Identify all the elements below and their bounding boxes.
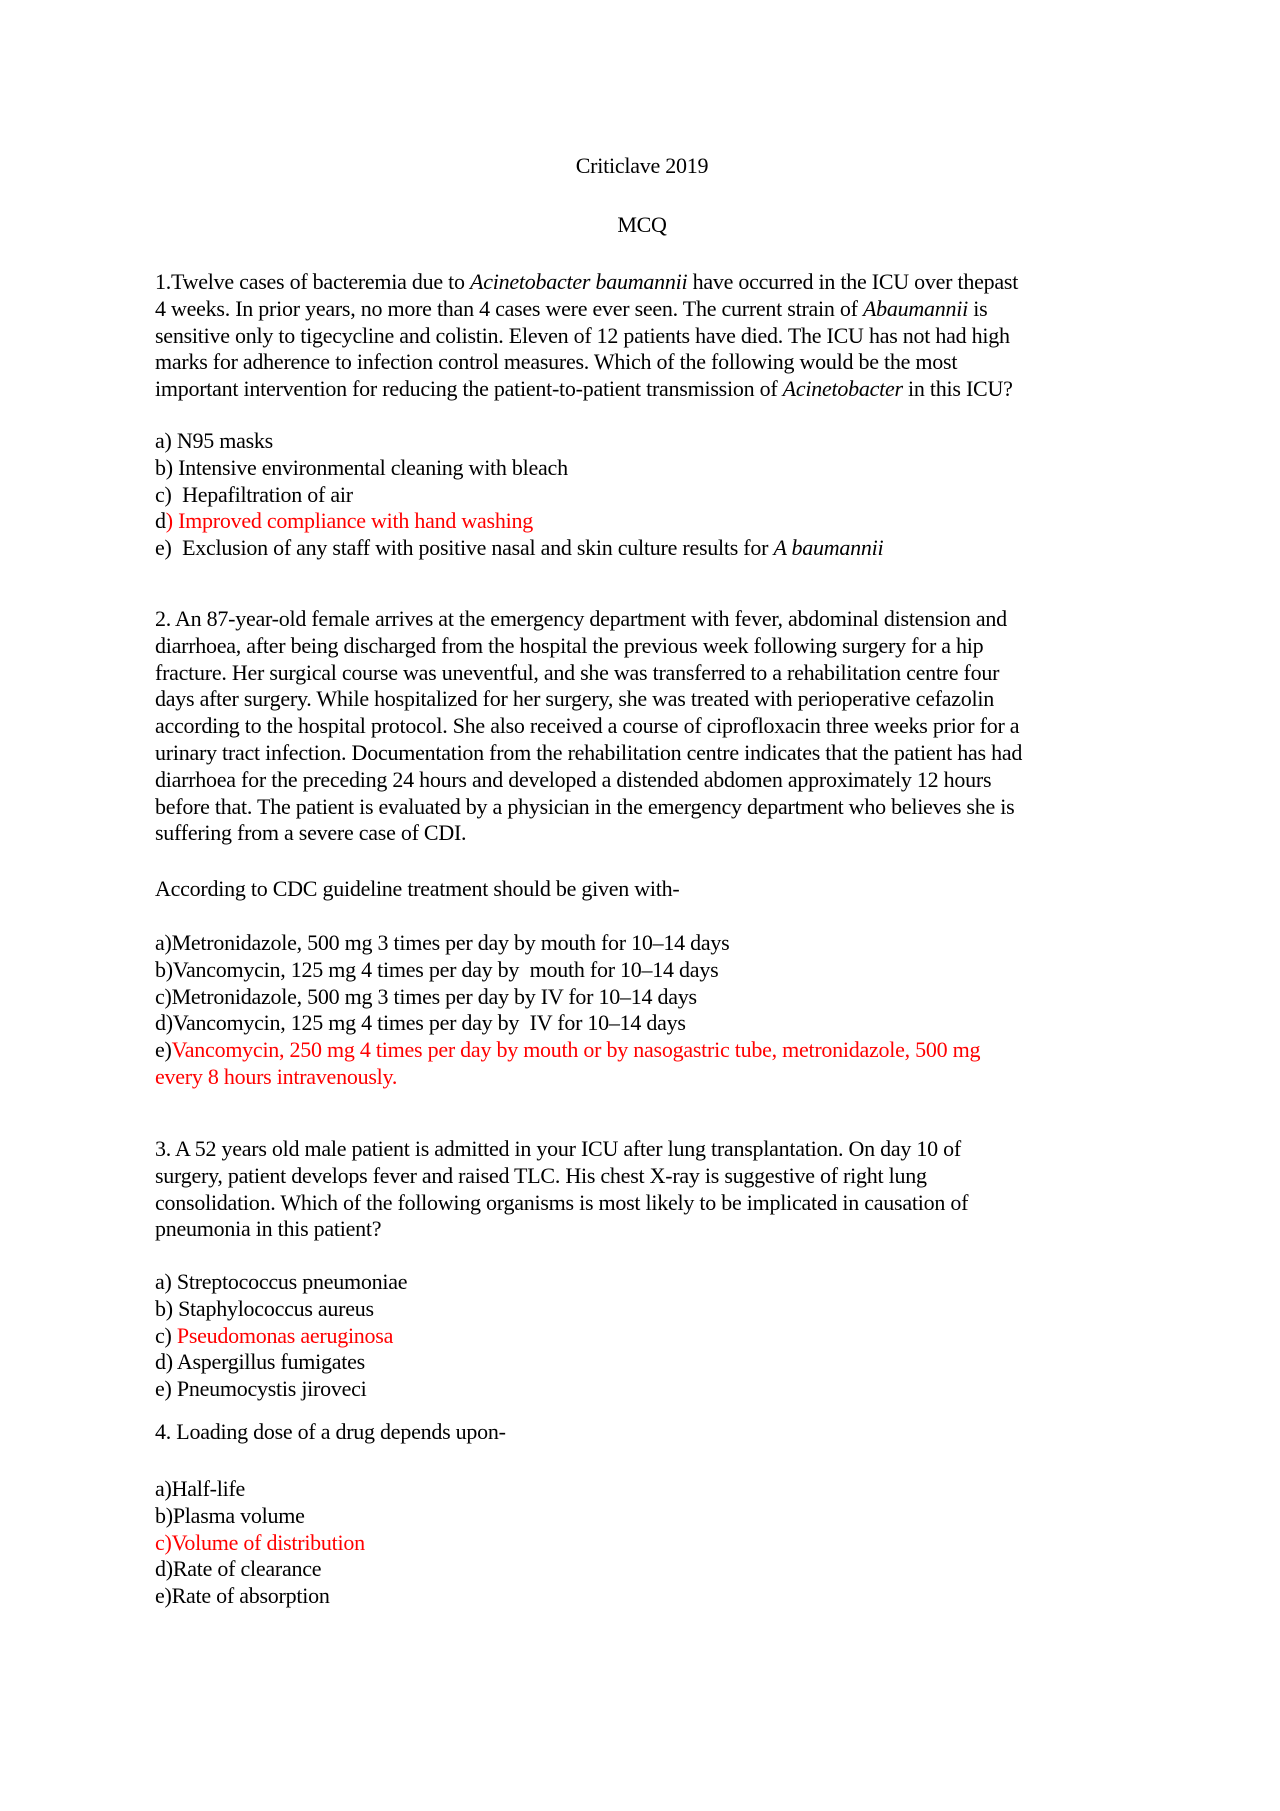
text-segment: a)Half-life <box>155 1476 246 1501</box>
question-text-line <box>155 606 1022 633</box>
answer-option <box>155 1556 365 1583</box>
document-subtitle: MCQ <box>617 212 667 237</box>
question-text-line <box>155 349 1018 376</box>
text-segment: b)Plasma volume <box>155 1502 305 1528</box>
text-segment: urinary tract infection. Documentation from the rehabilitation centre indicates that the patient has had <box>155 739 1023 765</box>
question-text-line <box>155 633 1022 660</box>
text-segment: have occurred in the ICU over thepast <box>687 269 1019 294</box>
answer-option <box>155 428 883 455</box>
text-segment: e) <box>155 1037 172 1063</box>
answer-option <box>155 535 883 562</box>
correct-answer-text: every 8 hours intravenously. <box>155 1063 398 1089</box>
text-segment: pneumonia in this patient? <box>155 1216 382 1242</box>
text-segment: is <box>968 295 988 321</box>
text-segment: a)Metronidazole, 500 mg 3 times per day by mouth for 10–14 days <box>155 930 730 955</box>
question-text-line <box>155 686 1022 713</box>
answer-option <box>155 1376 407 1403</box>
question-text-line <box>155 296 1018 323</box>
answer-option <box>155 1530 365 1557</box>
text-segment: c)Metronidazole, 500 mg 3 times per day by IV for 10–14 days <box>155 983 697 1009</box>
text-segment: a) Streptococcus pneumoniae <box>155 1269 408 1294</box>
answer-option <box>155 482 883 509</box>
text-segment: sensitive only to tigecycline and colistin. Eleven of 12 patients have died. The ICU has not had high <box>155 322 1010 348</box>
text-segment: 4 weeks. In prior years, no more than 4 cases were ever seen. The current strain of <box>155 295 863 321</box>
text-segment: fracture. Her surgical course was uneventful, and she was transferred to a rehabilitation centre four <box>155 659 1000 685</box>
answer-option <box>155 1064 980 1091</box>
correct-answer-text: c)Volume of distribution <box>155 1529 365 1555</box>
question-text-line <box>155 376 1018 403</box>
question-text-line <box>155 1216 968 1243</box>
text-segment: suffering from a severe case of CDI. <box>155 820 467 846</box>
text-segment: consolidation. Which of the following organisms is most likely to be implicated in causation of <box>155 1189 969 1215</box>
text-segment: diarrhoea for the preceding 24 hours and developed a distended abdomen approximately 12 hours <box>155 766 992 792</box>
correct-answer-text: Pseudomonas aeruginosa <box>176 1322 394 1348</box>
question-1-stem <box>155 269 1018 403</box>
question-4-stem <box>155 1419 506 1446</box>
text-segment: 1.Twelve cases of bacteremia due to <box>155 269 471 294</box>
answer-option <box>155 1296 407 1323</box>
text-segment: c) Hepafiltration of air <box>155 481 353 507</box>
answer-option <box>155 957 980 984</box>
answer-option <box>155 984 980 1011</box>
text-segment: marks for adherence to infection control measures. Which of the following would be the most <box>155 349 958 375</box>
text-segment: b) Intensive environmental cleaning with bleach <box>155 454 568 480</box>
question-text-line <box>155 1419 506 1446</box>
question-3-options <box>155 1269 407 1403</box>
answer-option <box>155 455 883 482</box>
question-text-line <box>155 660 1022 687</box>
question-2-stem <box>155 606 1022 847</box>
text-segment: d <box>155 508 166 534</box>
text-segment: before that. The patient is evaluated by a physician in the emergency department who believes she is <box>155 793 1015 819</box>
question-2-options <box>155 930 980 1091</box>
text-segment: in this ICU? <box>902 376 1013 402</box>
question-3-stem <box>155 1136 968 1243</box>
italic-term: A baumannii <box>773 535 884 561</box>
text-segment: important intervention for reducing the patient-to-patient transmission of <box>155 376 783 402</box>
question-text-line <box>155 794 1022 821</box>
answer-option <box>155 1503 365 1530</box>
answer-option <box>155 1583 365 1610</box>
question-4-options <box>155 1476 365 1610</box>
answer-option <box>155 1323 407 1350</box>
text-segment: d)Vancomycin, 125 mg 4 times per day by IV for 10–14 days <box>155 1010 686 1036</box>
text-segment: diarrhoea, after being discharged from the hospital the previous week following surgery for a hip <box>155 632 984 658</box>
text-segment: according to the hospital protocol. She also received a course of ciprofloxacin three weeks prior for a <box>155 713 1020 739</box>
question-text-line <box>155 820 1022 847</box>
question-text-line <box>155 1163 968 1190</box>
text-segment: 3. A 52 years old male patient is admitted in your ICU after lung transplantation. On day 10 of <box>155 1136 961 1161</box>
question-text-line <box>155 767 1022 794</box>
document-title: Criticlave 2019 <box>575 153 709 178</box>
italic-term: Abaumannii <box>862 295 969 321</box>
question-text-line <box>155 1190 968 1217</box>
italic-term: Acinetobacter <box>782 376 903 402</box>
text-segment: c) <box>155 1322 177 1348</box>
answer-option <box>155 1269 407 1296</box>
question-text-line <box>155 740 1022 767</box>
text-segment: days after surgery. While hospitalized for her surgery, she was treated with perioperative cefazolin <box>155 686 994 712</box>
text-segment: d) Aspergillus fumigates <box>155 1349 365 1375</box>
correct-answer-text: Vancomycin, 250 mg 4 times per day by mouth or by nasogastric tube, metronidazole, 500 mg <box>171 1037 981 1063</box>
text-segment: surgery, patient develops fever and raised TLC. His chest X-ray is suggestive of right lung <box>155 1162 927 1188</box>
answer-option <box>155 508 883 535</box>
answer-option <box>155 1349 407 1376</box>
question-1-options <box>155 428 883 562</box>
answer-option <box>155 1010 980 1037</box>
text-segment: e) Pneumocystis jiroveci <box>155 1376 367 1402</box>
question-text-line <box>155 323 1018 350</box>
answer-option <box>155 1037 980 1064</box>
text-segment: 4. Loading dose of a drug depends upon- <box>155 1419 506 1444</box>
italic-term: Acinetobacter baumannii <box>470 269 688 294</box>
text-segment: e) Exclusion of any staff with positive nasal and skin culture results for <box>155 535 774 561</box>
question-text-line <box>155 269 1018 296</box>
text-segment: d)Rate of clearance <box>155 1556 322 1582</box>
answer-option <box>155 930 980 957</box>
text-segment: b)Vancomycin, 125 mg 4 times per day by mouth for 10–14 days <box>155 956 719 982</box>
correct-answer-text: ) Improved compliance with hand washing <box>165 508 533 534</box>
question-text-line <box>155 713 1022 740</box>
answer-option <box>155 1476 365 1503</box>
question-2-prompt: According to CDC guideline treatment should be given with- <box>155 876 680 901</box>
text-segment: 2. An 87-year-old female arrives at the emergency department with fever, abdominal distension and <box>155 606 1007 631</box>
text-segment: b) Staphylococcus aureus <box>155 1295 374 1321</box>
text-segment: e)Rate of absorption <box>155 1583 330 1609</box>
text-segment: a) N95 masks <box>155 428 273 453</box>
question-text-line <box>155 1136 968 1163</box>
